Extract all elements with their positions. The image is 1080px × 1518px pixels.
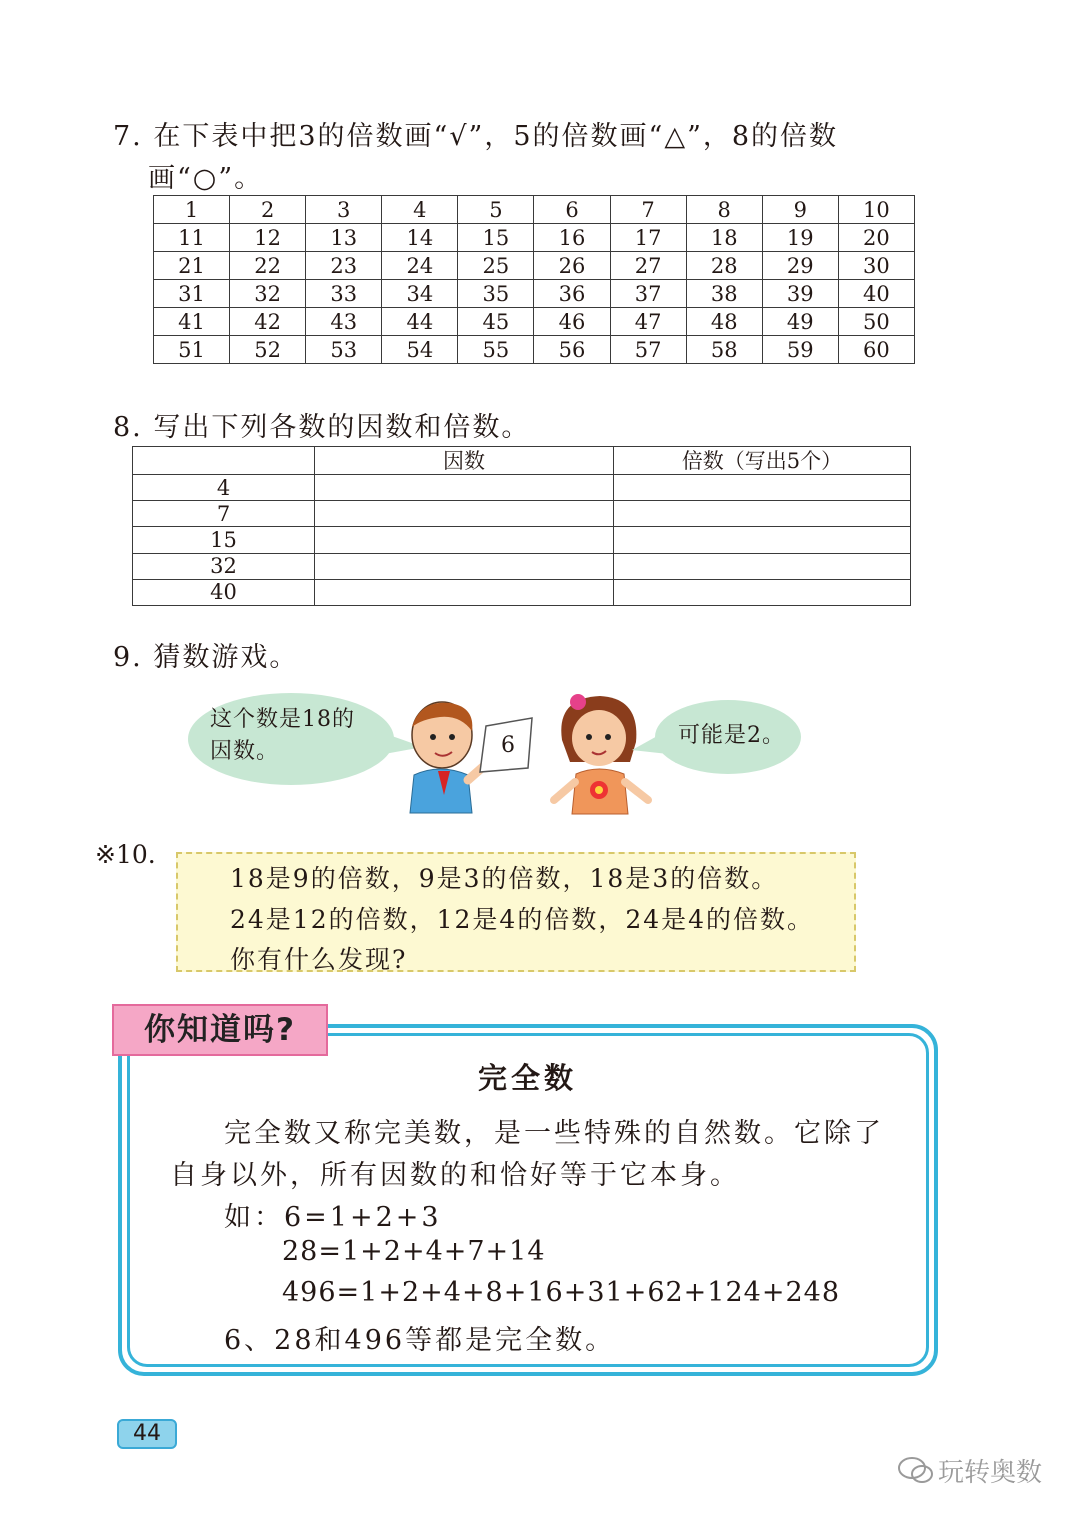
grid-row bbox=[154, 252, 915, 280]
grid-cell: 48 bbox=[686, 308, 762, 336]
multiples-answer-cell[interactable] bbox=[614, 553, 911, 579]
grid-cell: 45 bbox=[458, 308, 534, 336]
multiples-grid-table bbox=[153, 195, 915, 364]
grid-cell: 1 bbox=[154, 196, 230, 224]
number-cell: 40 bbox=[133, 579, 315, 605]
grid-cell: 37 bbox=[610, 280, 686, 308]
grid-cell: 49 bbox=[762, 308, 838, 336]
boy-bubble-line1: 这个数是18的 bbox=[210, 707, 355, 732]
grid-cell: 53 bbox=[306, 336, 382, 364]
table-row bbox=[133, 553, 911, 579]
grid-cell: 33 bbox=[306, 280, 382, 308]
grid-cell: 2 bbox=[230, 196, 306, 224]
grid-cell: 44 bbox=[382, 308, 458, 336]
number-cell: 32 bbox=[133, 553, 315, 579]
girl-bubble-text: 可能是2。 bbox=[678, 723, 785, 748]
grid-cell: 35 bbox=[458, 280, 534, 308]
grid-cell: 42 bbox=[230, 308, 306, 336]
multiples-answer-cell[interactable] bbox=[614, 475, 911, 501]
number-card-value: 6 bbox=[501, 733, 515, 758]
grid-cell: 9 bbox=[762, 196, 838, 224]
grid-cell: 55 bbox=[458, 336, 534, 364]
grid-cell: 54 bbox=[382, 336, 458, 364]
grid-cell: 7 bbox=[610, 196, 686, 224]
grid-cell: 22 bbox=[230, 252, 306, 280]
grid-cell: 19 bbox=[762, 224, 838, 252]
grid-cell: 50 bbox=[838, 308, 914, 336]
grid-cell: 18 bbox=[686, 224, 762, 252]
grid-cell: 51 bbox=[154, 336, 230, 364]
grid-cell: 36 bbox=[534, 280, 610, 308]
q10-note-box bbox=[176, 852, 856, 972]
grid-cell: 52 bbox=[230, 336, 306, 364]
grid-cell: 28 bbox=[686, 252, 762, 280]
q10-line2: 24是12的倍数，12是4的倍数，24是4的倍数。 bbox=[230, 905, 815, 934]
grid-cell: 41 bbox=[154, 308, 230, 336]
number-cell: 15 bbox=[133, 527, 315, 553]
grid-cell: 23 bbox=[306, 252, 382, 280]
grid-cell: 39 bbox=[762, 280, 838, 308]
grid-cell: 16 bbox=[534, 224, 610, 252]
q10-line1: 18是9的倍数，9是3的倍数，18是3的倍数。 bbox=[230, 864, 779, 893]
multiples-answer-cell[interactable] bbox=[614, 579, 911, 605]
grid-cell: 3 bbox=[306, 196, 382, 224]
boy-bubble-line2: 因数。 bbox=[210, 739, 280, 764]
dyk-paragraph-line2: 自身以外，所有因数的和恰好等于它本身。 bbox=[170, 1160, 740, 1191]
q7-prompt-line1: 7. 在下表中把3的倍数画“√”，5的倍数画“△”，8的倍数 bbox=[113, 121, 839, 152]
grid-cell: 17 bbox=[610, 224, 686, 252]
grid-cell: 5 bbox=[458, 196, 534, 224]
q8-prompt: 8. 写出下列各数的因数和倍数。 bbox=[113, 412, 531, 443]
grid-cell: 10 bbox=[838, 196, 914, 224]
factors-answer-cell[interactable] bbox=[315, 501, 614, 527]
grid-cell: 46 bbox=[534, 308, 610, 336]
grid-cell: 34 bbox=[382, 280, 458, 308]
dyk-example-2: 28=1+2+4+7+14 bbox=[282, 1236, 546, 1267]
grid-cell: 56 bbox=[534, 336, 610, 364]
multiples-answer-cell[interactable] bbox=[614, 527, 911, 553]
watermark-text: 玩转奥数 bbox=[938, 1458, 1043, 1488]
table-row bbox=[133, 501, 911, 527]
grid-cell: 21 bbox=[154, 252, 230, 280]
grid-row bbox=[154, 308, 915, 336]
factors-answer-cell[interactable] bbox=[315, 553, 614, 579]
dyk-conclusion: 6、28和496等都是完全数。 bbox=[224, 1325, 616, 1356]
t8-header-factors: 因数 bbox=[315, 447, 614, 475]
factors-answer-cell[interactable] bbox=[315, 475, 614, 501]
grid-cell: 47 bbox=[610, 308, 686, 336]
table-row bbox=[133, 579, 911, 605]
grid-row bbox=[154, 224, 915, 252]
grid-cell: 11 bbox=[154, 224, 230, 252]
t8-header-blank bbox=[133, 447, 315, 475]
grid-cell: 32 bbox=[230, 280, 306, 308]
grid-cell: 31 bbox=[154, 280, 230, 308]
dyk-example-3: 496=1+2+4+8+16+31+62+124+248 bbox=[282, 1277, 840, 1308]
grid-cell: 38 bbox=[686, 280, 762, 308]
grid-cell: 20 bbox=[838, 224, 914, 252]
grid-row bbox=[154, 280, 915, 308]
grid-cell: 13 bbox=[306, 224, 382, 252]
dyk-paragraph-line1: 完全数又称完美数，是一些特殊的自然数。它除了 bbox=[224, 1118, 884, 1149]
table-row bbox=[133, 475, 911, 501]
table-row bbox=[133, 527, 911, 553]
grid-cell: 40 bbox=[838, 280, 914, 308]
grid-cell: 14 bbox=[382, 224, 458, 252]
number-cell: 4 bbox=[133, 475, 315, 501]
grid-cell: 58 bbox=[686, 336, 762, 364]
grid-cell: 26 bbox=[534, 252, 610, 280]
q7-prompt-line2: 画“○”。 bbox=[148, 163, 264, 194]
did-you-know-tag: 你知道吗? bbox=[112, 1004, 328, 1056]
grid-cell: 25 bbox=[458, 252, 534, 280]
grid-cell: 30 bbox=[838, 252, 914, 280]
grid-cell: 8 bbox=[686, 196, 762, 224]
t8-header-multiples: 倍数（写出5个） bbox=[614, 447, 911, 475]
grid-cell: 57 bbox=[610, 336, 686, 364]
dyk-example-1: 如：6=1+2+3 bbox=[224, 1202, 442, 1233]
grid-cell: 12 bbox=[230, 224, 306, 252]
perfect-number-title: 完全数 bbox=[478, 1061, 578, 1095]
q10-line3: 你有什么发现? bbox=[230, 945, 408, 974]
q10-label: ※10. bbox=[95, 840, 156, 869]
grid-cell: 29 bbox=[762, 252, 838, 280]
grid-cell: 27 bbox=[610, 252, 686, 280]
factors-answer-cell[interactable] bbox=[315, 527, 614, 553]
grid-cell: 6 bbox=[534, 196, 610, 224]
page-number: 44 bbox=[117, 1419, 177, 1449]
grid-cell: 4 bbox=[382, 196, 458, 224]
grid-row bbox=[154, 336, 915, 364]
grid-cell: 60 bbox=[838, 336, 914, 364]
grid-cell: 24 bbox=[382, 252, 458, 280]
factors-multiples-table bbox=[132, 446, 911, 606]
wechat-icon bbox=[897, 1455, 935, 1485]
number-cell: 7 bbox=[133, 501, 315, 527]
factors-answer-cell[interactable] bbox=[315, 579, 614, 605]
grid-cell: 43 bbox=[306, 308, 382, 336]
grid-cell: 59 bbox=[762, 336, 838, 364]
grid-cell: 15 bbox=[458, 224, 534, 252]
multiples-answer-cell[interactable] bbox=[614, 501, 911, 527]
q9-prompt: 9. 猜数游戏。 bbox=[113, 642, 299, 673]
girl-bubble-tail bbox=[630, 728, 670, 758]
grid-row bbox=[154, 196, 915, 224]
